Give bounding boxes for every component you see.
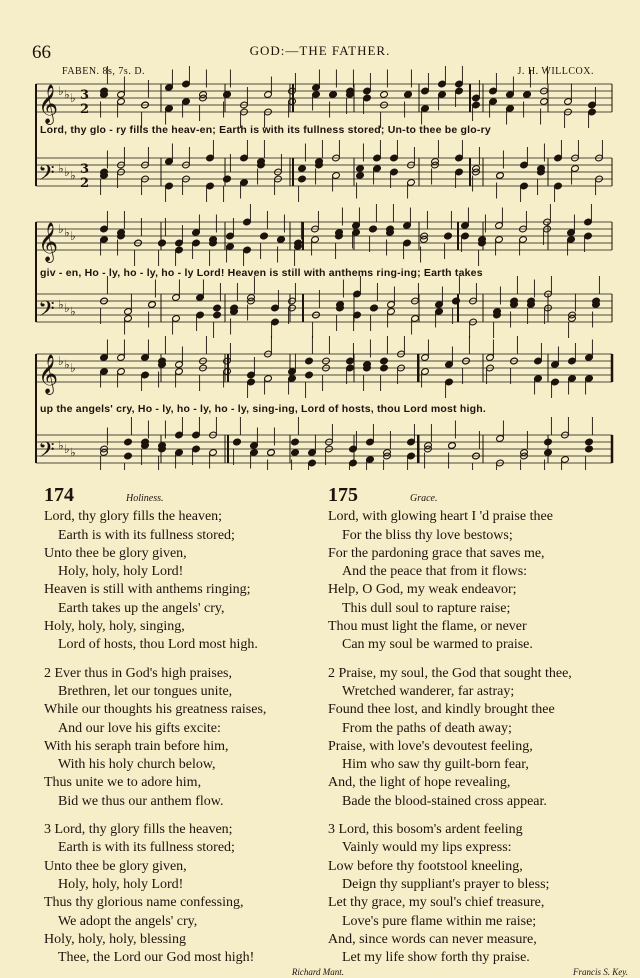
note-head (356, 165, 365, 173)
note-head (124, 438, 133, 446)
note-head (305, 357, 314, 365)
bass-clef: 𝄢 (38, 438, 55, 468)
note-head (496, 172, 505, 180)
hymn-line: Unto thee be glory given, (44, 858, 187, 874)
hymn-line: With his seraph train before him, (44, 738, 229, 754)
hymn-line: 3 Lord, this bosom's ardent feeling (328, 822, 523, 838)
flat-sign: ♭ (58, 161, 64, 176)
page-number: 66 (32, 42, 51, 63)
note-head (380, 91, 389, 99)
note-head (444, 232, 453, 240)
hymn-line: Holy, holy, holy, singing, (44, 619, 185, 635)
note-head (380, 357, 389, 365)
hymn-line: For the bliss thy love bestows; (342, 527, 513, 543)
hymn-line: Thee, the Lord our God most high! (58, 950, 255, 966)
composer: J. H. WILLCOX. (517, 66, 594, 77)
hymn-line: Brethren, let our tongues unite, (58, 683, 233, 699)
note-head (291, 449, 300, 457)
note-head (448, 442, 457, 450)
hymn-line: 3 Lord, thy glory fills the heaven; (44, 822, 233, 838)
note-head (380, 364, 389, 372)
note-head (233, 438, 242, 446)
flat-sign: ♭ (70, 168, 76, 183)
time-signature: 3 (80, 162, 90, 177)
note-head (298, 165, 307, 173)
hymn-line: While our thoughts his greatness raises, (44, 702, 267, 718)
note-head (260, 232, 269, 240)
hymn-line: Found thee lost, and kindly brought thee (328, 702, 555, 718)
treble-clef: 𝄞 (38, 222, 59, 262)
hymn-line: Lord of hosts, thou Lord most high. (58, 637, 258, 653)
note-head (540, 98, 549, 106)
flat-sign: ♭ (64, 225, 70, 240)
hymn-line: Heaven is still with anthems ringing; (44, 582, 251, 598)
hymn-line: Thus thy glorious name confessing, (44, 895, 244, 911)
hymn-author: Francis S. Key. (573, 967, 628, 978)
hymn-author: Richard Mant. (291, 967, 344, 978)
note-head (585, 445, 594, 453)
hymn-line: Lord, with glowing heart I 'd praise thee (328, 509, 553, 525)
flat-sign: ♭ (64, 357, 70, 372)
hymn-line: From the paths of death away; (342, 720, 512, 736)
note-head (223, 175, 232, 183)
hymn-line: Holy, holy, holy Lord! (58, 876, 184, 892)
hymn-line: Holy, holy, holy Lord! (58, 564, 184, 580)
music-score (0, 0, 640, 470)
bass-clef: 𝄢 (38, 297, 55, 327)
note-head (585, 438, 594, 446)
note-head (369, 225, 378, 233)
note-head (277, 236, 286, 244)
flat-sign: ♭ (58, 84, 64, 98)
hymn-number: 175 (328, 484, 358, 506)
hymn-line: Wretched wanderer, far astray; (342, 683, 515, 699)
hymn-line: And, since words can never measure, (328, 931, 537, 947)
note-head (148, 301, 157, 309)
flat-sign: ♭ (70, 445, 76, 460)
flat-sign: ♭ (70, 229, 76, 243)
hymn-line: 2 Praise, my soul, the God that sought thee, (328, 665, 572, 681)
hymn-line: Low before thy footstool kneeling, (328, 858, 523, 874)
flat-sign: ♭ (58, 297, 64, 312)
hymn-line: Thou must light the flame, or never (328, 619, 527, 635)
flat-sign: ♭ (70, 361, 76, 375)
note-head (370, 304, 379, 312)
flat-sign: ♭ (64, 442, 70, 456)
treble-clef: 𝄞 (38, 354, 59, 394)
hymn-line: Bid we thus our anthem flow. (58, 793, 224, 809)
music-lyric-line: up the angels' cry, Ho - ly, ho - ly, ho - ly, sing-ing, Lord of hosts, thou Lord most high. (40, 403, 486, 415)
music-lyric-line: Lord, thy glo - ry fills the heav-en; Earth is with its fullness stored; Un-to thee be glo-ry (40, 124, 491, 136)
hymn-line: And, the light of hope revealing, (328, 775, 511, 791)
note-head (404, 91, 413, 99)
hymn-line: Earth is with its fullness stored; (58, 527, 235, 543)
note-head (267, 449, 276, 457)
flat-sign: ♭ (58, 222, 64, 236)
note-head (223, 91, 232, 99)
hymn-line: Thus unite we to adore him, (44, 775, 202, 791)
note-head (158, 239, 167, 247)
treble-clef: 𝄞 (38, 84, 59, 124)
flat-sign: ♭ (64, 301, 70, 315)
hymn-line: Vainly would my lips express: (342, 840, 512, 856)
hymn-line: For the pardoning grace that saves me, (328, 545, 545, 561)
hymn-line: We adopt the angels' cry, (58, 913, 198, 929)
hymn-line: 2 Ever thus in God's high praises, (44, 665, 233, 681)
note-head (124, 452, 133, 460)
note-head (356, 172, 365, 180)
hymn-number: 174 (44, 484, 74, 506)
time-signature: 2 (80, 176, 90, 191)
hymn-line: Lord, thy glory fills the heaven; (44, 509, 223, 525)
note-head (305, 371, 314, 379)
note-head (291, 438, 300, 446)
hymn-line: Deign thy suppliant's prayer to bless; (342, 876, 550, 892)
hymn-line: Love's pure flame within me raise; (342, 913, 537, 929)
hymn-line: Can my soul be warmed to praise. (342, 637, 533, 653)
flat-sign: ♭ (64, 165, 70, 179)
hymn-line: Let thy grace, my soul's chief treasure, (328, 895, 545, 911)
hymn-line: Unto thee be glory given, (44, 545, 187, 561)
hymn-line: Him who saw thy guilt-born fear, (342, 757, 529, 773)
hymn-line: Earth takes up the angels' cry, (58, 600, 225, 616)
time-signature: 3 (80, 88, 90, 103)
note-head (213, 304, 222, 312)
flat-sign: ♭ (70, 91, 76, 105)
note-head (452, 297, 461, 305)
hymn-line: Bade the blood-stained cross appear. (342, 793, 547, 809)
flat-sign: ♭ (58, 438, 64, 453)
hymn-line: Help, O God, my weak endeavor; (328, 582, 517, 598)
hymn-line: And the peace that from it flows: (342, 564, 528, 580)
hymn-line: This dull soul to rapture raise; (342, 600, 511, 616)
note-head (544, 438, 553, 446)
hymn-line: Praise, with love's devoutest feeling, (328, 738, 533, 754)
running-header: GOD:—THE FATHER. (249, 43, 391, 58)
note-head (329, 91, 338, 99)
time-signature: 2 (80, 102, 90, 117)
hymn-title: Grace. (410, 493, 438, 504)
hymn-174 (44, 486, 344, 978)
bass-clef: 𝄢 (38, 161, 55, 191)
hymn-line: Earth is with its fullness stored; (58, 840, 235, 856)
flat-sign: ♭ (70, 304, 76, 319)
note-head (298, 175, 307, 183)
flat-sign: ♭ (58, 354, 64, 368)
hymn-line: Holy, holy, holy, blessing (44, 931, 186, 947)
flat-sign: ♭ (64, 87, 70, 102)
note-head (544, 449, 553, 457)
hymn-title: Holiness. (126, 493, 164, 504)
hymn-line: With his holy church below, (58, 757, 216, 773)
music-lyric-line: giv - en, Ho - ly, ho - ly, ho - ly Lord! Heaven is still with anthems ring-ing; Earth takes (40, 267, 483, 279)
hymn-175 (328, 486, 628, 978)
hymn-line: Let my life show forth thy praise. (342, 950, 530, 966)
note-head (523, 91, 532, 99)
hymn-line: And our love his gifts excite: (58, 720, 221, 736)
note-head (213, 311, 222, 319)
tune-name: FABEN. 8s, 7s. D. (62, 66, 146, 77)
